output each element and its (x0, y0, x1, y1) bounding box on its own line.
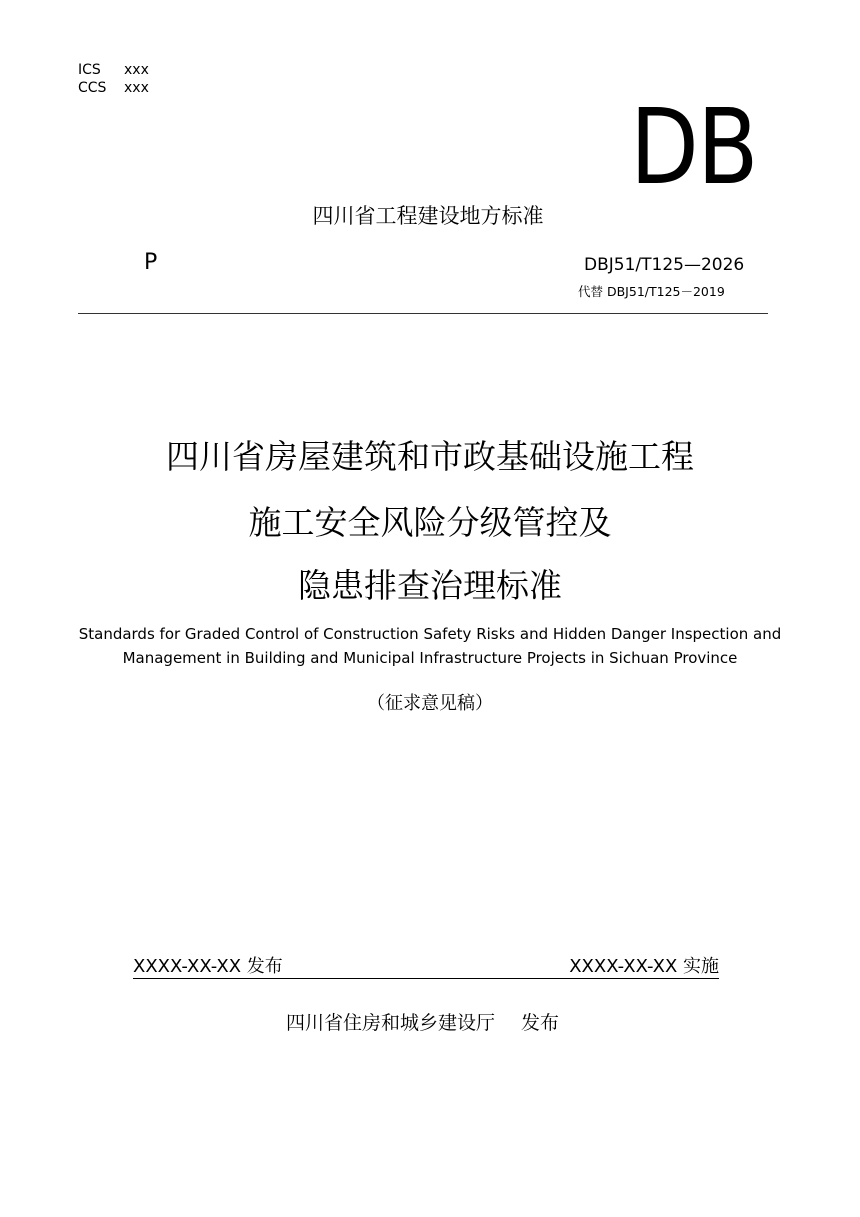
ccs-value: xxx (124, 80, 149, 96)
header-divider (78, 313, 768, 314)
draft-status: （征求意见稿） (367, 693, 493, 714)
replaces-number: 代替 DBJ51/T125－2019 (578, 284, 725, 299)
publish-date: XXXX-XX-XX 发布 (133, 956, 283, 977)
standard-type (0, 200, 860, 230)
ics-value: xxx (124, 62, 149, 78)
ics-row (78, 61, 149, 79)
title-line-1: 四川省房屋建筑和市政基础设施工程 (166, 437, 694, 476)
english-title-line-1: Standards for Graded Control of Construction Safety Risks and Hidden Danger Inspection and (78, 625, 782, 643)
issue-action: 发布 (521, 1012, 560, 1034)
dates-line (133, 952, 719, 979)
ccs-label: CCS (78, 80, 107, 96)
ics-ccs-block (78, 61, 149, 97)
issuer-line (286, 1008, 559, 1035)
english-title-line-2: Management in Building and Municipal Infrastructure Projects in Sichuan Province (122, 649, 738, 667)
standard-type-text: 四川省工程建设地方标准 (312, 204, 544, 228)
classification-code: P (144, 250, 158, 275)
title-line-3: 隐患排查治理标准 (298, 566, 562, 605)
implement-date: XXXX-XX-XX 实施 (569, 956, 719, 977)
ccs-row (78, 79, 149, 97)
document-number: DBJ51/T125—2026 (584, 255, 745, 275)
ics-label: ICS (78, 62, 101, 78)
issuer-name: 四川省住房和城乡建设厅 (286, 1012, 496, 1034)
title-line-2: 施工安全风险分级管控及 (248, 503, 612, 542)
db-logo: DB (630, 86, 757, 208)
english-title (0, 622, 860, 670)
